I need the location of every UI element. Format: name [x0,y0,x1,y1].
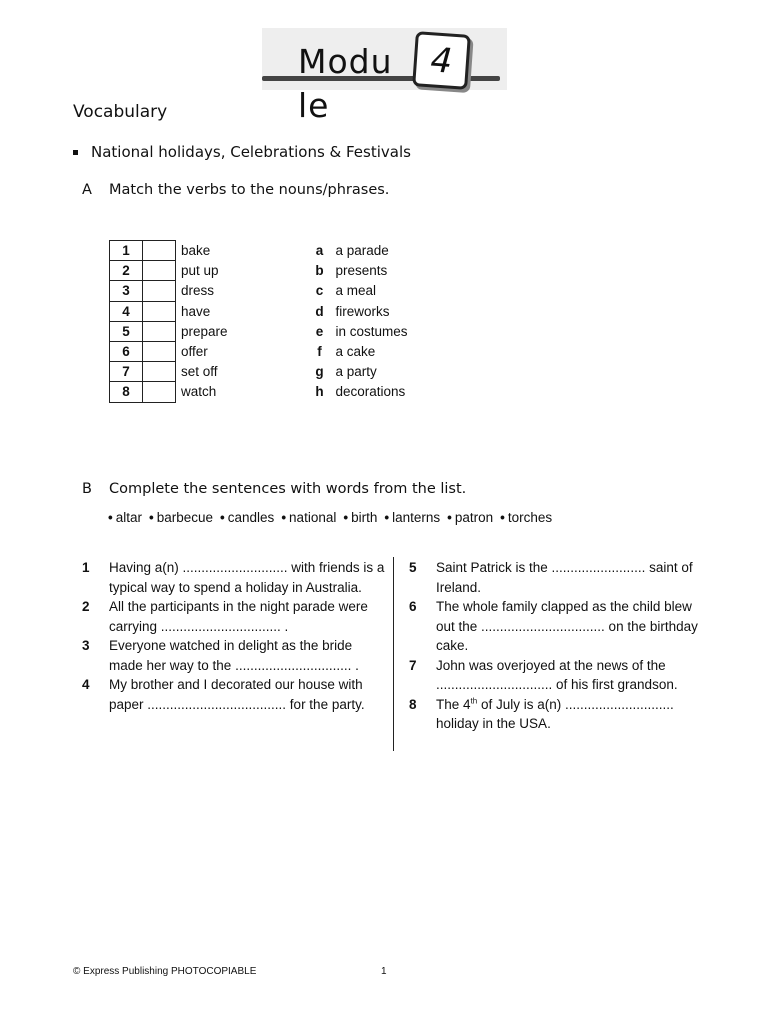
sentence-item [409,597,699,656]
match-number: 2 [110,261,143,281]
sentence-item [409,656,699,695]
sentence-number: 2 [82,599,90,614]
bullet-icon: • [149,510,154,525]
answer-box[interactable] [143,241,176,261]
word-list-item [384,510,440,525]
noun-phrase: a meal [335,283,377,299]
answer-box[interactable] [143,321,176,341]
verb: have [181,303,211,319]
answer-box[interactable] [143,301,176,321]
word-list-item [343,510,377,525]
verb: dress [181,283,215,299]
noun-phrase: a party [335,364,377,380]
sentence-text-part: of July is a(n) ............................. holiday in the USA. [436,696,674,731]
ordinal-suffix: th [470,696,478,705]
word-list [108,510,552,525]
sentence-item [82,558,387,597]
bullet-icon: • [447,510,452,525]
option-letter: a [315,243,324,259]
match-number: 6 [110,341,143,361]
sentence-item [82,597,387,636]
word: candles [227,510,275,525]
topic-text: National holidays, Celebrations & Festivals [91,143,411,161]
verb: put up [181,263,219,279]
option-letter: f [317,344,322,360]
match-number: 5 [110,321,143,341]
verb: bake [181,243,211,259]
match-row [110,382,480,402]
word-list-item [220,510,274,525]
module-number: 4 [429,39,454,82]
answer-box[interactable] [143,362,176,382]
matching-table [109,240,480,403]
sentence-item [409,558,699,597]
bullet-icon: • [281,510,287,525]
sentence-text: My brother and I decorated our house with paper ..................................... for the party. [109,677,365,712]
noun-phrase: a parade [335,243,389,259]
answer-box[interactable] [143,261,176,281]
verb: set off [181,364,218,380]
noun-phrase: presents [335,263,388,279]
word: patron [454,510,494,525]
sentence-number: 6 [409,599,417,614]
task-text: Match the verbs to the nouns/phrases. [109,182,390,198]
word: national [289,510,337,525]
option-letter: g [315,364,324,380]
sentence-number: 3 [82,638,90,653]
module-title: Module [298,42,393,125]
option-letter: e [315,323,324,339]
bullet-icon: • [343,510,349,525]
word: birth [351,510,378,525]
option-letter: c [315,283,324,299]
match-number: 8 [110,382,143,402]
answer-box[interactable] [143,382,176,402]
sentence-text-part: The 4 [436,696,471,712]
section-title: Vocabulary [73,102,168,122]
match-row [110,321,480,341]
option-letter: b [315,263,324,279]
match-row [110,362,480,382]
word-list-item [108,510,142,525]
sentence-number: 4 [82,677,90,692]
topic-heading [73,143,411,161]
word: barbecue [156,510,214,525]
sentences-right-column [409,558,699,734]
sentence-text: The whole family clapped as the child blew out the ................................. on the birthday cake. [436,599,698,653]
square-bullet-icon [73,150,78,155]
sentence-text: Having a(n) ............................ with friends is a typical way to spend a holiday in Australia. [109,560,385,595]
verb: watch [181,384,217,400]
task-b-instruction [82,481,466,497]
bullet-icon: • [500,510,505,525]
word: torches [507,510,553,525]
column-divider [393,557,394,751]
sentence-text: All the participants in the night parade were carrying ................................ . [109,599,368,634]
match-number: 1 [110,241,143,261]
match-row [110,281,480,301]
noun-phrase: decorations [335,384,406,400]
word: altar [115,510,142,525]
bullet-icon: • [108,510,113,525]
noun-phrase: a cake [335,344,376,360]
sentence-item [82,675,387,714]
option-letter: h [315,384,324,400]
answer-box[interactable] [143,281,176,301]
sentence-number: 5 [409,560,417,575]
sentence-text [436,695,699,734]
verb: prepare [181,323,228,339]
sentence-item [409,695,699,734]
task-letter: A [82,182,92,198]
noun-phrase: fireworks [335,303,390,319]
task-letter: B [82,481,92,497]
sentences-left-column [82,558,387,714]
option-letter: d [315,303,324,319]
sentence-number: 8 [409,696,417,712]
noun-phrase: in costumes [335,323,408,339]
task-text: Complete the sentences with words from the list. [109,481,467,497]
page-number: 1 [381,966,387,977]
sentence-text: Everyone watched in delight as the bride made her way to the ............................... . [109,638,359,673]
match-row [110,301,480,321]
bullet-icon: • [220,510,225,525]
footer-copyright: © Express Publishing PHOTOCOPIABLE [73,966,257,977]
sentence-text: Saint Patrick is the ......................... saint of Ireland. [436,560,693,595]
match-row [110,341,480,361]
match-row [110,261,480,281]
match-number: 3 [110,281,143,301]
word-list-item [149,510,213,525]
sentence-number: 7 [409,657,417,673]
match-number: 7 [110,362,143,382]
word-list-item [281,510,336,525]
match-number: 4 [110,301,143,321]
answer-box[interactable] [143,341,176,361]
sentence-item [82,636,387,675]
match-row [110,241,480,261]
sentence-number: 1 [82,560,90,575]
module-number-badge [412,31,471,90]
bullet-icon: • [384,510,390,525]
verb: offer [181,344,208,360]
task-a-instruction [82,182,389,198]
word: lanterns [392,510,441,525]
word-list-item [500,510,552,525]
sentence-text: John was overjoyed at the news of the ............................... of his first grandson. [436,657,678,692]
word-list-item [447,510,493,525]
